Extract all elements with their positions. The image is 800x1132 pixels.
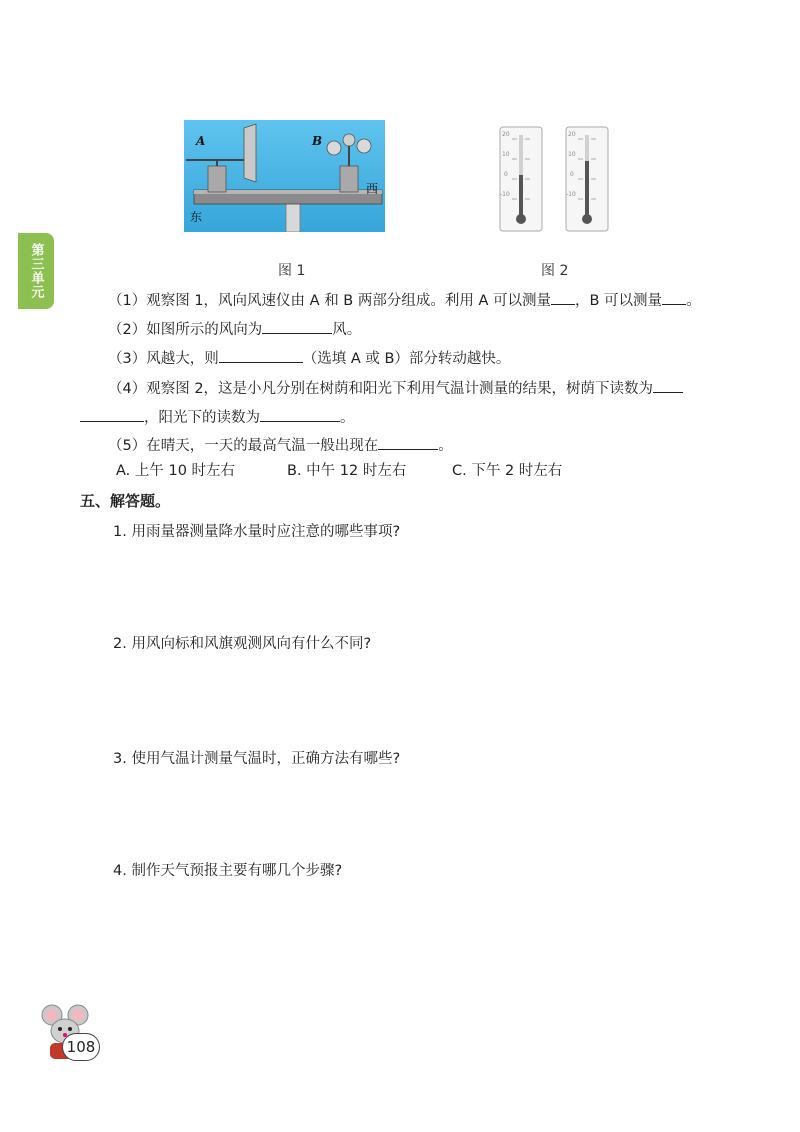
q4-blank-a-start[interactable] — [653, 378, 683, 393]
q5-blank[interactable] — [378, 435, 438, 450]
scale-20-left: 20 — [502, 131, 510, 138]
question-2 — [108, 319, 361, 340]
scale-20-right: 20 — [568, 131, 576, 138]
q1-prefix: （1）观察图 1，风向风速仪由 A 和 B 两部分组成。利用 A 可以测量 — [108, 293, 551, 309]
label-a: A — [196, 134, 206, 148]
q4-end: 。 — [340, 410, 355, 426]
answer-question-3: 3. 使用气温计测量气温时，正确方法有哪些? — [113, 751, 401, 767]
figure-1-wind-instrument — [184, 120, 385, 232]
scale-neg10-right: -10 — [566, 191, 576, 198]
question-1 — [108, 290, 701, 311]
option-c: C. 下午 2 时左右 — [452, 463, 563, 479]
answer-question-4: 4. 制作天气预报主要有哪几个步骤? — [113, 863, 343, 879]
thermometers-illustration — [496, 125, 616, 233]
option-a: A. 上午 10 时左右 — [116, 463, 236, 479]
figure-1-caption: 图 1 — [278, 263, 306, 279]
wind-instrument-illustration — [184, 120, 385, 232]
q4-blank-a[interactable] — [80, 407, 144, 422]
q2-prefix: （2）如图所示的风向为 — [108, 322, 263, 338]
question-3 — [108, 348, 510, 369]
scale-10-left: 10 — [502, 151, 510, 158]
q2-blank[interactable] — [262, 319, 332, 334]
page-number: 108 — [62, 1033, 100, 1061]
q3-prefix: （3）风越大，则 — [108, 351, 219, 367]
q3-blank[interactable] — [219, 348, 303, 363]
label-west: 西 — [366, 182, 379, 196]
scale-0-left: 0 — [504, 171, 508, 178]
answer-question-2: 2. 用风向标和风旗观测风向有什么不同? — [113, 636, 372, 652]
thermometer-left — [500, 127, 542, 231]
q1-end: 。 — [686, 293, 701, 309]
q1-mid: ，B 可以测量 — [575, 293, 663, 309]
option-b: B. 中午 12 时左右 — [287, 463, 407, 479]
q4-mid: ，阳光下的读数为 — [144, 410, 260, 426]
q4-blank-b[interactable] — [260, 407, 340, 422]
question-4-line-1 — [108, 378, 683, 399]
figure-2-caption: 图 2 — [541, 263, 569, 279]
q1-blank-a[interactable] — [551, 290, 575, 305]
q5-prefix: （5）在晴天，一天的最高气温一般出现在 — [108, 438, 379, 454]
unit-side-tab: 第三单元 — [18, 233, 54, 309]
answer-question-1: 1. 用雨量器测量降水量时应注意的哪些事项? — [113, 524, 401, 540]
figure-2-thermometers — [496, 125, 616, 233]
scale-0-right: 0 — [570, 171, 574, 178]
section-5-heading: 五、解答题。 — [80, 492, 171, 510]
label-b: B — [312, 134, 323, 148]
thermometer-right — [566, 127, 608, 231]
q1-blank-b[interactable] — [662, 290, 686, 305]
q5-end: 。 — [438, 438, 453, 454]
scale-neg10-left: -10 — [500, 191, 510, 198]
question-4-line-2 — [80, 407, 355, 428]
q4-line1: （4）观察图 2，这是小凡分别在树荫和阳光下利用气温计测量的结果，树荫下读数为 — [108, 381, 654, 397]
scale-10-right: 10 — [568, 151, 576, 158]
q3-end: （选填 A 或 B）部分转动越快。 — [302, 351, 511, 367]
question-5 — [108, 435, 453, 456]
q2-end: 风。 — [332, 322, 362, 338]
label-east: 东 — [190, 210, 203, 224]
